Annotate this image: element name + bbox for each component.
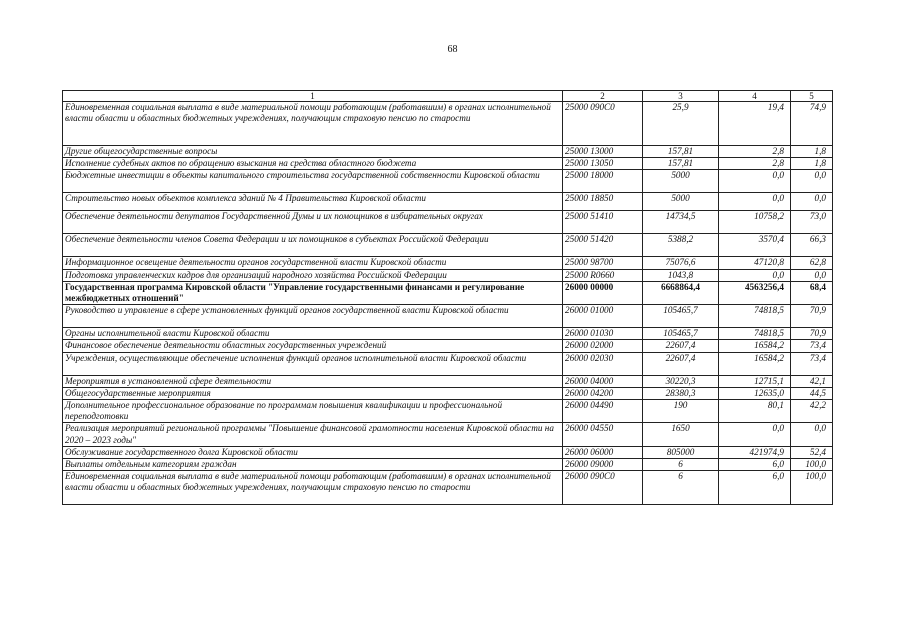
row-plan: 105465,7: [643, 328, 719, 340]
row-plan: 22607,4: [643, 352, 719, 375]
row-actual: 2,8: [719, 146, 791, 158]
row-name: Государственная программа Кировской области "Управление государственными финансами и регулирование межбюджетных отношений": [63, 281, 563, 304]
row-percent: 74,9: [791, 102, 833, 146]
row-percent: 100,0: [791, 459, 833, 471]
row-percent: 73,0: [791, 211, 833, 234]
row-name: Бюджетные инвестиции в объекты капитального строительства государственной собственности Кировской области: [63, 170, 563, 193]
header-col-1: 1: [63, 91, 563, 102]
header-col-5: 5: [791, 91, 833, 102]
row-plan: 6: [643, 459, 719, 471]
row-actual: 12635,0: [719, 387, 791, 399]
row-code: 25000 13050: [563, 158, 643, 170]
row-plan: 157,81: [643, 146, 719, 158]
row-actual: 74818,5: [719, 305, 791, 328]
row-name: Мероприятия в установленной сфере деятельности: [63, 375, 563, 387]
row-percent: 0,0: [791, 193, 833, 211]
row-percent: 0,0: [791, 269, 833, 281]
row-code: 26000 04550: [563, 423, 643, 446]
row-percent: 68,4: [791, 281, 833, 304]
row-name: Общегосударственные мероприятия: [63, 387, 563, 399]
row-actual: 12715,1: [719, 375, 791, 387]
row-name: Обеспечение деятельности членов Совета Федерации и их помощников в субъектах Российской Федерации: [63, 234, 563, 257]
page-number: 68: [447, 44, 458, 55]
header-col-4: 4: [719, 91, 791, 102]
table-row: [63, 234, 833, 257]
row-actual: 4563256,4: [719, 281, 791, 304]
table-row: [63, 400, 833, 423]
row-name: Единовременная социальная выплата в виде материальной помощи работающим (работавшим) в органах исполнительной власти области и областных бюджетных учреждениях, получающим страховую пенсию по старости: [63, 471, 563, 505]
row-code: 26000 09000: [563, 459, 643, 471]
row-percent: 1,8: [791, 158, 833, 170]
row-name: Обслуживание государственного долга Кировской области: [63, 446, 563, 458]
row-actual: 0,0: [719, 193, 791, 211]
row-plan: 5000: [643, 193, 719, 211]
row-plan: 28380,3: [643, 387, 719, 399]
row-actual: 10758,2: [719, 211, 791, 234]
row-actual: 421974,9: [719, 446, 791, 458]
row-plan: 5388,2: [643, 234, 719, 257]
row-code: 25000 090С0: [563, 102, 643, 146]
row-percent: 100,0: [791, 471, 833, 505]
table-row: [63, 471, 833, 505]
row-name: Органы исполнительной власти Кировской области: [63, 328, 563, 340]
row-percent: 62,8: [791, 257, 833, 269]
table-row: [63, 257, 833, 269]
row-actual: 0,0: [719, 170, 791, 193]
row-code: 26000 02000: [563, 340, 643, 352]
row-plan: 75076,6: [643, 257, 719, 269]
row-actual: 6,0: [719, 459, 791, 471]
table-row: [63, 423, 833, 446]
row-code: 25000 51420: [563, 234, 643, 257]
table-row: [63, 375, 833, 387]
row-actual: 74818,5: [719, 328, 791, 340]
table-row: [63, 305, 833, 328]
header-col-3: 3: [643, 91, 719, 102]
table-row: [63, 170, 833, 193]
row-plan: 157,81: [643, 158, 719, 170]
row-name: Руководство и управление в сфере установленных функций органов государственной власти Кировской области: [63, 305, 563, 328]
row-percent: 70,9: [791, 305, 833, 328]
row-code: 25000 51410: [563, 211, 643, 234]
table-row: [63, 102, 833, 146]
row-actual: 16584,2: [719, 340, 791, 352]
row-percent: 52,4: [791, 446, 833, 458]
table-row: [63, 328, 833, 340]
row-code: 26000 01000: [563, 305, 643, 328]
row-actual: 80,1: [719, 400, 791, 423]
row-name: Учреждения, осуществляющие обеспечение исполнения функций органов исполнительной власти Кировской области: [63, 352, 563, 375]
row-plan: 30220,3: [643, 375, 719, 387]
row-percent: 42,2: [791, 400, 833, 423]
row-percent: 73,4: [791, 340, 833, 352]
row-code: 26000 06000: [563, 446, 643, 458]
row-percent: 70,9: [791, 328, 833, 340]
row-percent: 42,1: [791, 375, 833, 387]
table-row: [63, 269, 833, 281]
row-plan: 5000: [643, 170, 719, 193]
table-row: [63, 211, 833, 234]
budget-table: [62, 90, 833, 505]
row-actual: 0,0: [719, 423, 791, 446]
table-row: [63, 387, 833, 399]
row-code: 26000 04200: [563, 387, 643, 399]
row-name: Информационное освещение деятельности органов государственной власти Кировской области: [63, 257, 563, 269]
row-actual: 3570,4: [719, 234, 791, 257]
row-name: Другие общегосударственные вопросы: [63, 146, 563, 158]
row-code: 25000 18000: [563, 170, 643, 193]
row-name: Финансовое обеспечение деятельности областных государственных учреждений: [63, 340, 563, 352]
table-row: [63, 340, 833, 352]
row-plan: 190: [643, 400, 719, 423]
table-row: [63, 459, 833, 471]
row-plan: 14734,5: [643, 211, 719, 234]
row-code: 26000 090С0: [563, 471, 643, 505]
row-name: Строительство новых объектов комплекса зданий № 4 Правительства Кировской области: [63, 193, 563, 211]
table-header-row: [63, 91, 833, 102]
row-plan: 6: [643, 471, 719, 505]
row-plan: 22607,4: [643, 340, 719, 352]
row-plan: 25,9: [643, 102, 719, 146]
row-percent: 0,0: [791, 170, 833, 193]
row-name: Подготовка управленческих кадров для организаций народного хозяйства Российской Федерации: [63, 269, 563, 281]
row-percent: 44,5: [791, 387, 833, 399]
row-name: Обеспечение деятельности депутатов Государственной Думы и их помощников в избирательных округах: [63, 211, 563, 234]
header-col-2: 2: [563, 91, 643, 102]
table-row: [63, 352, 833, 375]
row-name: Дополнительное профессиональное образование по программам повышения квалификации и профессиональной переподготовки: [63, 400, 563, 423]
table-body: [63, 102, 833, 505]
row-code: 26000 02030: [563, 352, 643, 375]
row-code: 26000 00000: [563, 281, 643, 304]
row-name: Единовременная социальная выплата в виде материальной помощи работающим (работавшим) в органах исполнительной власти области и областных бюджетных учреждениях, получающим страховую пенсию по старости: [63, 102, 563, 146]
row-plan: 1043,8: [643, 269, 719, 281]
table-row: [63, 193, 833, 211]
row-actual: 2,8: [719, 158, 791, 170]
row-code: 26000 04000: [563, 375, 643, 387]
row-code: 25000 18850: [563, 193, 643, 211]
table-row: [63, 281, 833, 304]
row-plan: 105465,7: [643, 305, 719, 328]
row-name: Реализация мероприятий региональной программы "Повышение финансовой грамотности населения Кировской области на 2020 – 2023 годы": [63, 423, 563, 446]
row-percent: 0,0: [791, 423, 833, 446]
row-plan: 6668864,4: [643, 281, 719, 304]
row-actual: 47120,8: [719, 257, 791, 269]
row-name: Выплаты отдельным категориям граждан: [63, 459, 563, 471]
row-actual: 19,4: [719, 102, 791, 146]
row-actual: 16584,2: [719, 352, 791, 375]
table-row: [63, 158, 833, 170]
row-code: 26000 01030: [563, 328, 643, 340]
row-percent: 1,8: [791, 146, 833, 158]
row-percent: 66,3: [791, 234, 833, 257]
table-row: [63, 446, 833, 458]
row-plan: 805000: [643, 446, 719, 458]
table-row: [63, 146, 833, 158]
row-plan: 1650: [643, 423, 719, 446]
row-percent: 73,4: [791, 352, 833, 375]
row-code: 25000 R0660: [563, 269, 643, 281]
row-actual: 6,0: [719, 471, 791, 505]
row-code: 25000 98700: [563, 257, 643, 269]
row-code: 25000 13000: [563, 146, 643, 158]
row-actual: 0,0: [719, 269, 791, 281]
row-code: 26000 04490: [563, 400, 643, 423]
row-name: Исполнение судебных актов по обращению взыскания на средства областного бюджета: [63, 158, 563, 170]
